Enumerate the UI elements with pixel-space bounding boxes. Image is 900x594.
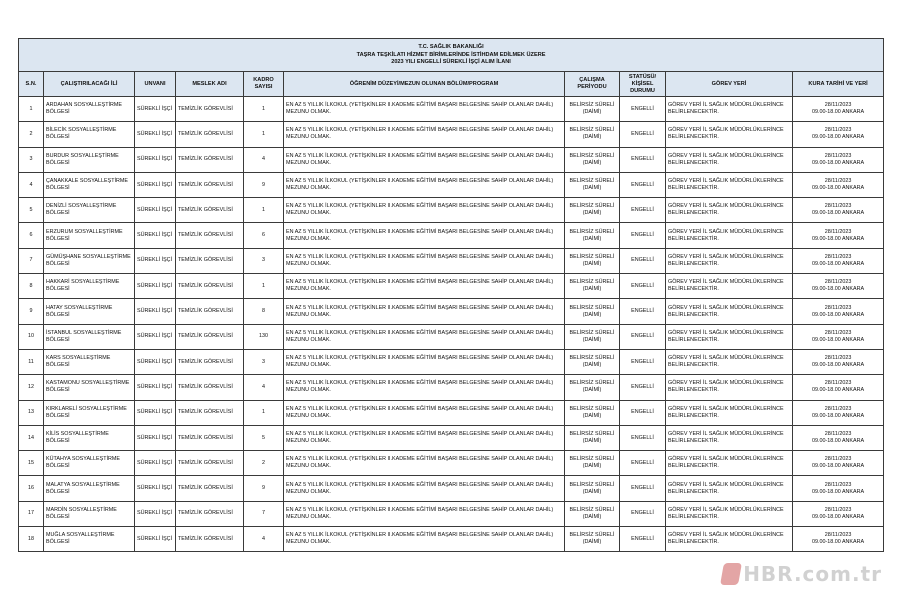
hbr-logo-icon <box>720 563 742 585</box>
cell-gorev: GÖREV YERİ İL SAĞLIK MÜDÜRLÜKLERİNCE BELİRLENECEKTİR. <box>666 172 793 197</box>
cell-calisma: BELİRSİZ SÜRELİ (DAİMİ) <box>565 223 620 248</box>
cell-il: BURDUR SOSYALLEŞTİRME BÖLGESİ <box>44 147 135 172</box>
cell-statu: ENGELLİ <box>620 324 666 349</box>
cell-unvan: SÜREKLİ İŞÇİ <box>135 324 176 349</box>
cell-gorev: GÖREV YERİ İL SAĞLIK MÜDÜRLÜKLERİNCE BELİRLENECEKTİR. <box>666 324 793 349</box>
cell-kura <box>793 122 884 147</box>
cell-kadro: 4 <box>244 375 284 400</box>
col-header-sn: S.N. <box>19 72 44 97</box>
cell-statu: ENGELLİ <box>620 223 666 248</box>
cell-unvan: SÜREKLİ İŞÇİ <box>135 172 176 197</box>
cell-kadro: 1 <box>244 274 284 299</box>
cell-kura <box>793 451 884 476</box>
cell-meslek: TEMİZLİK GÖREVLİSİ <box>176 425 244 450</box>
cell-sn: 10 <box>19 324 44 349</box>
cell-statu: ENGELLİ <box>620 527 666 552</box>
kura-place: 09.00-18.00 ANKARA <box>811 210 865 217</box>
cell-kura <box>793 324 884 349</box>
hbr-watermark <box>722 562 882 586</box>
kura-place: 09.00-18.00 ANKARA <box>811 387 865 394</box>
cell-calisma: BELİRSİZ SÜRELİ (DAİMİ) <box>565 324 620 349</box>
table-row <box>19 476 884 501</box>
kura-date: 28/11/2023 <box>824 203 852 210</box>
cell-kura <box>793 172 884 197</box>
cell-statu: ENGELLİ <box>620 274 666 299</box>
cell-unvan: SÜREKLİ İŞÇİ <box>135 147 176 172</box>
cell-kadro: 1 <box>244 198 284 223</box>
cell-sn: 12 <box>19 375 44 400</box>
cell-calisma: BELİRSİZ SÜRELİ (DAİMİ) <box>565 172 620 197</box>
cell-gorev: GÖREV YERİ İL SAĞLIK MÜDÜRLÜKLERİNCE BELİRLENECEKTİR. <box>666 122 793 147</box>
kura-date: 28/11/2023 <box>824 152 852 159</box>
cell-ogrenim: EN AZ 5 YILLIK İLKOKUL (YETİŞKİNLER II.KADEME EĞİTİMİ BAŞARI BELGESİNE SAHİP OLANLAR DAHİL) MEZUNU OLMAK. <box>284 122 565 147</box>
cell-ogrenim: EN AZ 5 YILLIK İLKOKUL (YETİŞKİNLER II.KADEME EĞİTİMİ BAŞARI BELGESİNE SAHİP OLANLAR DAHİL) MEZUNU OLMAK. <box>284 172 565 197</box>
cell-kura <box>793 527 884 552</box>
cell-kadro: 5 <box>244 425 284 450</box>
cell-il: ARDAHAN SOSYALLEŞTİRME BÖLGESİ <box>44 97 135 122</box>
cell-gorev: GÖREV YERİ İL SAĞLIK MÜDÜRLÜKLERİNCE BELİRLENECEKTİR. <box>666 248 793 273</box>
cell-gorev: GÖREV YERİ İL SAĞLIK MÜDÜRLÜKLERİNCE BELİRLENECEKTİR. <box>666 274 793 299</box>
cell-unvan: SÜREKLİ İŞÇİ <box>135 400 176 425</box>
cell-calisma: BELİRSİZ SÜRELİ (DAİMİ) <box>565 476 620 501</box>
cell-sn: 8 <box>19 274 44 299</box>
cell-kadro: 4 <box>244 147 284 172</box>
cell-meslek: TEMİZLİK GÖREVLİSİ <box>176 451 244 476</box>
kura-place: 09.00-18.00 ANKARA <box>811 159 865 166</box>
cell-calisma: BELİRSİZ SÜRELİ (DAİMİ) <box>565 400 620 425</box>
kura-date: 28/11/2023 <box>824 355 852 362</box>
table-row <box>19 527 884 552</box>
table-row <box>19 97 884 122</box>
watermark-text: HBR.com.tr <box>743 562 882 586</box>
table-row <box>19 122 884 147</box>
cell-ogrenim: EN AZ 5 YILLIK İLKOKUL (YETİŞKİNLER II.KADEME EĞİTİMİ BAŞARI BELGESİNE SAHİP OLANLAR DAHİL) MEZUNU OLMAK. <box>284 299 565 324</box>
cell-il: DENİZLİ SOSYALLEŞTİRME BÖLGESİ <box>44 198 135 223</box>
kura-date: 28/11/2023 <box>824 304 852 311</box>
cell-kura <box>793 501 884 526</box>
col-header-ogrenim: ÖĞRENİM DÜZEYİ/MEZUN OLUNAN BÖLÜM/PROGRAM <box>284 72 565 97</box>
cell-il: HAKKARİ SOSYALLEŞTİRME BÖLGESİ <box>44 274 135 299</box>
table-row <box>19 375 884 400</box>
cell-unvan: SÜREKLİ İŞÇİ <box>135 425 176 450</box>
table-row <box>19 349 884 374</box>
cell-ogrenim: EN AZ 5 YILLIK İLKOKUL (YETİŞKİNLER II.KADEME EĞİTİMİ BAŞARI BELGESİNE SAHİP OLANLAR DAHİL) MEZUNU OLMAK. <box>284 223 565 248</box>
cell-statu: ENGELLİ <box>620 451 666 476</box>
col-header-gorev: GÖREV YERİ <box>666 72 793 97</box>
col-header-statu: STATÜSÜ/ KİŞİSEL DURUMU <box>620 72 666 97</box>
cell-kadro: 2 <box>244 451 284 476</box>
kura-place: 09.00-18.00 ANKARA <box>811 488 865 495</box>
cell-ogrenim: EN AZ 5 YILLIK İLKOKUL (YETİŞKİNLER II.KADEME EĞİTİMİ BAŞARI BELGESİNE SAHİP OLANLAR DAHİL) MEZUNU OLMAK. <box>284 527 565 552</box>
cell-calisma: BELİRSİZ SÜRELİ (DAİMİ) <box>565 375 620 400</box>
cell-calisma: BELİRSİZ SÜRELİ (DAİMİ) <box>565 97 620 122</box>
title-line-3: 2023 YILI ENGELLİ SÜREKLİ İŞÇİ ALIM İLANI <box>391 59 511 66</box>
table-row <box>19 248 884 273</box>
cell-sn: 9 <box>19 299 44 324</box>
cell-unvan: SÜREKLİ İŞÇİ <box>135 299 176 324</box>
cell-ogrenim: EN AZ 5 YILLIK İLKOKUL (YETİŞKİNLER II.KADEME EĞİTİMİ BAŞARI BELGESİNE SAHİP OLANLAR DAHİL) MEZUNU OLMAK. <box>284 425 565 450</box>
cell-calisma: BELİRSİZ SÜRELİ (DAİMİ) <box>565 349 620 374</box>
cell-statu: ENGELLİ <box>620 97 666 122</box>
cell-kura <box>793 400 884 425</box>
kura-date: 28/11/2023 <box>824 102 852 109</box>
cell-gorev: GÖREV YERİ İL SAĞLIK MÜDÜRLÜKLERİNCE BELİRLENECEKTİR. <box>666 223 793 248</box>
cell-calisma: BELİRSİZ SÜRELİ (DAİMİ) <box>565 501 620 526</box>
cell-sn: 7 <box>19 248 44 273</box>
cell-ogrenim: EN AZ 5 YILLIK İLKOKUL (YETİŞKİNLER II.KADEME EĞİTİMİ BAŞARI BELGESİNE SAHİP OLANLAR DAHİL) MEZUNU OLMAK. <box>284 501 565 526</box>
cell-il: GÜMÜŞHANE SOSYALLEŞTİRME BÖLGESİ <box>44 248 135 273</box>
kura-place: 09.00-18.00 ANKARA <box>811 185 865 192</box>
title-row <box>19 39 884 72</box>
cell-unvan: SÜREKLİ İŞÇİ <box>135 223 176 248</box>
cell-ogrenim: EN AZ 5 YILLIK İLKOKUL (YETİŞKİNLER II.KADEME EĞİTİMİ BAŞARI BELGESİNE SAHİP OLANLAR DAHİL) MEZUNU OLMAK. <box>284 375 565 400</box>
cell-unvan: SÜREKLİ İŞÇİ <box>135 248 176 273</box>
kura-date: 28/11/2023 <box>824 405 852 412</box>
cell-kadro: 1 <box>244 122 284 147</box>
cell-statu: ENGELLİ <box>620 299 666 324</box>
table-body <box>19 97 884 552</box>
cell-il: KÜTAHYA SOSYALLEŞTİRME BÖLGESİ <box>44 451 135 476</box>
kura-date: 28/11/2023 <box>824 456 852 463</box>
cell-meslek: TEMİZLİK GÖREVLİSİ <box>176 147 244 172</box>
cell-gorev: GÖREV YERİ İL SAĞLIK MÜDÜRLÜKLERİNCE BELİRLENECEKTİR. <box>666 476 793 501</box>
col-header-kadro: KADRO SAYISI <box>244 72 284 97</box>
cell-il: KARS SOSYALLEŞTİRME BÖLGESİ <box>44 349 135 374</box>
cell-kadro: 9 <box>244 172 284 197</box>
cell-meslek: TEMİZLİK GÖREVLİSİ <box>176 527 244 552</box>
cell-il: BİLECİK SOSYALLEŞTİRME BÖLGESİ <box>44 122 135 147</box>
cell-kadro: 1 <box>244 400 284 425</box>
cell-sn: 17 <box>19 501 44 526</box>
kura-place: 09.00-18.00 ANKARA <box>811 311 865 318</box>
kura-date: 28/11/2023 <box>824 253 852 260</box>
cell-unvan: SÜREKLİ İŞÇİ <box>135 349 176 374</box>
cell-il: İSTANBUL SOSYALLEŞTİRME BÖLGESİ <box>44 324 135 349</box>
cell-gorev: GÖREV YERİ İL SAĞLIK MÜDÜRLÜKLERİNCE BELİRLENECEKTİR. <box>666 451 793 476</box>
cell-meslek: TEMİZLİK GÖREVLİSİ <box>176 172 244 197</box>
cell-statu: ENGELLİ <box>620 172 666 197</box>
cell-meslek: TEMİZLİK GÖREVLİSİ <box>176 400 244 425</box>
cell-meslek: TEMİZLİK GÖREVLİSİ <box>176 324 244 349</box>
cell-sn: 1 <box>19 97 44 122</box>
cell-unvan: SÜREKLİ İŞÇİ <box>135 527 176 552</box>
cell-calisma: BELİRSİZ SÜRELİ (DAİMİ) <box>565 299 620 324</box>
cell-unvan: SÜREKLİ İŞÇİ <box>135 451 176 476</box>
cell-calisma: BELİRSİZ SÜRELİ (DAİMİ) <box>565 527 620 552</box>
cell-ogrenim: EN AZ 5 YILLIK İLKOKUL (YETİŞKİNLER II.KADEME EĞİTİMİ BAŞARI BELGESİNE SAHİP OLANLAR DAHİL) MEZUNU OLMAK. <box>284 147 565 172</box>
table-row <box>19 400 884 425</box>
cell-sn: 13 <box>19 400 44 425</box>
col-header-unvan: UNVANI <box>135 72 176 97</box>
kura-date: 28/11/2023 <box>824 481 852 488</box>
cell-unvan: SÜREKLİ İŞÇİ <box>135 375 176 400</box>
kura-date: 28/11/2023 <box>824 329 852 336</box>
table-row <box>19 147 884 172</box>
col-header-il: ÇALIŞTIRILACAĞI İLİ <box>44 72 135 97</box>
cell-kadro: 8 <box>244 299 284 324</box>
cell-il: MALATYA SOSYALLEŞTİRME BÖLGESİ <box>44 476 135 501</box>
cell-il: MARDİN SOSYALLEŞTİRME BÖLGESİ <box>44 501 135 526</box>
cell-calisma: BELİRSİZ SÜRELİ (DAİMİ) <box>565 198 620 223</box>
title-line-2: TAŞRA TEŞKİLATI HİZMET BİRİMLERİNDE İSTİHDAM EDİLMEK ÜZERE <box>356 51 546 58</box>
kura-place: 09.00-18.00 ANKARA <box>811 362 865 369</box>
cell-il: ÇANAKKALE SOSYALLEŞTİRME BÖLGESİ <box>44 172 135 197</box>
cell-ogrenim: EN AZ 5 YILLIK İLKOKUL (YETİŞKİNLER II.KADEME EĞİTİMİ BAŞARI BELGESİNE SAHİP OLANLAR DAHİL) MEZUNU OLMAK. <box>284 198 565 223</box>
cell-kura <box>793 97 884 122</box>
cell-calisma: BELİRSİZ SÜRELİ (DAİMİ) <box>565 274 620 299</box>
cell-gorev: GÖREV YERİ İL SAĞLIK MÜDÜRLÜKLERİNCE BELİRLENECEKTİR. <box>666 375 793 400</box>
cell-unvan: SÜREKLİ İŞÇİ <box>135 122 176 147</box>
announcement-sheet <box>18 38 883 552</box>
cell-kadro: 130 <box>244 324 284 349</box>
cell-meslek: TEMİZLİK GÖREVLİSİ <box>176 248 244 273</box>
cell-unvan: SÜREKLİ İŞÇİ <box>135 501 176 526</box>
job-listing-table <box>18 38 884 552</box>
cell-statu: ENGELLİ <box>620 122 666 147</box>
cell-kadro: 3 <box>244 349 284 374</box>
cell-meslek: TEMİZLİK GÖREVLİSİ <box>176 476 244 501</box>
table-row <box>19 299 884 324</box>
cell-il: KIRKLARELİ SOSYALLEŞTİRME BÖLGESİ <box>44 400 135 425</box>
cell-kura <box>793 299 884 324</box>
cell-gorev: GÖREV YERİ İL SAĞLIK MÜDÜRLÜKLERİNCE BELİRLENECEKTİR. <box>666 527 793 552</box>
cell-kadro: 6 <box>244 223 284 248</box>
cell-ogrenim: EN AZ 5 YILLIK İLKOKUL (YETİŞKİNLER II.KADEME EĞİTİMİ BAŞARI BELGESİNE SAHİP OLANLAR DAHİL) MEZUNU OLMAK. <box>284 400 565 425</box>
cell-ogrenim: EN AZ 5 YILLIK İLKOKUL (YETİŞKİNLER II.KADEME EĞİTİMİ BAŞARI BELGESİNE SAHİP OLANLAR DAHİL) MEZUNU OLMAK. <box>284 349 565 374</box>
kura-date: 28/11/2023 <box>824 279 852 286</box>
kura-place: 09.00-18.00 ANKARA <box>811 513 865 520</box>
cell-meslek: TEMİZLİK GÖREVLİSİ <box>176 375 244 400</box>
cell-statu: ENGELLİ <box>620 375 666 400</box>
kura-date: 28/11/2023 <box>824 532 852 539</box>
table-row <box>19 198 884 223</box>
document-title <box>19 39 884 72</box>
cell-meslek: TEMİZLİK GÖREVLİSİ <box>176 274 244 299</box>
table-row <box>19 451 884 476</box>
cell-gorev: GÖREV YERİ İL SAĞLIK MÜDÜRLÜKLERİNCE BELİRLENECEKTİR. <box>666 425 793 450</box>
cell-calisma: BELİRSİZ SÜRELİ (DAİMİ) <box>565 248 620 273</box>
cell-gorev: GÖREV YERİ İL SAĞLIK MÜDÜRLÜKLERİNCE BELİRLENECEKTİR. <box>666 97 793 122</box>
cell-kura <box>793 223 884 248</box>
cell-gorev: GÖREV YERİ İL SAĞLIK MÜDÜRLÜKLERİNCE BELİRLENECEKTİR. <box>666 198 793 223</box>
kura-place: 09.00-18.00 ANKARA <box>811 463 865 470</box>
cell-sn: 16 <box>19 476 44 501</box>
cell-ogrenim: EN AZ 5 YILLIK İLKOKUL (YETİŞKİNLER II.KADEME EĞİTİMİ BAŞARI BELGESİNE SAHİP OLANLAR DAHİL) MEZUNU OLMAK. <box>284 274 565 299</box>
table-row <box>19 223 884 248</box>
cell-kura <box>793 476 884 501</box>
table-row <box>19 324 884 349</box>
cell-il: KASTAMONU SOSYALLEŞTİRME BÖLGESİ <box>44 375 135 400</box>
cell-statu: ENGELLİ <box>620 501 666 526</box>
cell-statu: ENGELLİ <box>620 147 666 172</box>
table-row <box>19 172 884 197</box>
kura-place: 09.00-18.00 ANKARA <box>811 539 865 546</box>
cell-meslek: TEMİZLİK GÖREVLİSİ <box>176 349 244 374</box>
cell-gorev: GÖREV YERİ İL SAĞLIK MÜDÜRLÜKLERİNCE BELİRLENECEKTİR. <box>666 349 793 374</box>
cell-il: ERZURUM SOSYALLEŞTİRME BÖLGESİ <box>44 223 135 248</box>
cell-sn: 5 <box>19 198 44 223</box>
cell-unvan: SÜREKLİ İŞÇİ <box>135 198 176 223</box>
cell-calisma: BELİRSİZ SÜRELİ (DAİMİ) <box>565 425 620 450</box>
cell-calisma: BELİRSİZ SÜRELİ (DAİMİ) <box>565 147 620 172</box>
cell-kura <box>793 248 884 273</box>
cell-kadro: 7 <box>244 501 284 526</box>
cell-calisma: BELİRSİZ SÜRELİ (DAİMİ) <box>565 451 620 476</box>
cell-il: KİLİS SOSYALLEŞTİRME BÖLGESİ <box>44 425 135 450</box>
cell-sn: 11 <box>19 349 44 374</box>
cell-sn: 4 <box>19 172 44 197</box>
table-row <box>19 501 884 526</box>
cell-sn: 18 <box>19 527 44 552</box>
cell-il: HATAY SOSYALLEŞTİRME BÖLGESİ <box>44 299 135 324</box>
cell-meslek: TEMİZLİK GÖREVLİSİ <box>176 97 244 122</box>
kura-place: 09.00-18.00 ANKARA <box>811 412 865 419</box>
title-line-1: T.C. SAĞLIK BAKANLIĞI <box>418 44 484 51</box>
kura-place: 09.00-18.00 ANKARA <box>811 286 865 293</box>
cell-il: MUĞLA SOSYALLEŞTİRME BÖLGESİ <box>44 527 135 552</box>
cell-unvan: SÜREKLİ İŞÇİ <box>135 274 176 299</box>
cell-meslek: TEMİZLİK GÖREVLİSİ <box>176 198 244 223</box>
cell-kadro: 1 <box>244 97 284 122</box>
kura-date: 28/11/2023 <box>824 178 852 185</box>
kura-place: 09.00-18.00 ANKARA <box>811 336 865 343</box>
cell-kadro: 3 <box>244 248 284 273</box>
cell-kadro: 4 <box>244 527 284 552</box>
kura-date: 28/11/2023 <box>824 380 852 387</box>
kura-place: 09.00-18.00 ANKARA <box>811 134 865 141</box>
cell-meslek: TEMİZLİK GÖREVLİSİ <box>176 299 244 324</box>
cell-ogrenim: EN AZ 5 YILLIK İLKOKUL (YETİŞKİNLER II.KADEME EĞİTİMİ BAŞARI BELGESİNE SAHİP OLANLAR DAHİL) MEZUNU OLMAK. <box>284 97 565 122</box>
cell-statu: ENGELLİ <box>620 349 666 374</box>
cell-kura <box>793 425 884 450</box>
cell-gorev: GÖREV YERİ İL SAĞLIK MÜDÜRLÜKLERİNCE BELİRLENECEKTİR. <box>666 501 793 526</box>
cell-statu: ENGELLİ <box>620 198 666 223</box>
cell-gorev: GÖREV YERİ İL SAĞLIK MÜDÜRLÜKLERİNCE BELİRLENECEKTİR. <box>666 147 793 172</box>
cell-sn: 14 <box>19 425 44 450</box>
table-row <box>19 425 884 450</box>
cell-unvan: SÜREKLİ İŞÇİ <box>135 97 176 122</box>
kura-date: 28/11/2023 <box>824 506 852 513</box>
cell-ogrenim: EN AZ 5 YILLIK İLKOKUL (YETİŞKİNLER II.KADEME EĞİTİMİ BAŞARI BELGESİNE SAHİP OLANLAR DAHİL) MEZUNU OLMAK. <box>284 248 565 273</box>
cell-statu: ENGELLİ <box>620 248 666 273</box>
cell-sn: 3 <box>19 147 44 172</box>
col-header-calisma: ÇALIŞMA PERİYODU <box>565 72 620 97</box>
cell-sn: 6 <box>19 223 44 248</box>
cell-kura <box>793 349 884 374</box>
col-header-meslek: MESLEK ADI <box>176 72 244 97</box>
cell-kura <box>793 375 884 400</box>
cell-ogrenim: EN AZ 5 YILLIK İLKOKUL (YETİŞKİNLER II.KADEME EĞİTİMİ BAŞARI BELGESİNE SAHİP OLANLAR DAHİL) MEZUNU OLMAK. <box>284 476 565 501</box>
cell-gorev: GÖREV YERİ İL SAĞLIK MÜDÜRLÜKLERİNCE BELİRLENECEKTİR. <box>666 299 793 324</box>
cell-meslek: TEMİZLİK GÖREVLİSİ <box>176 501 244 526</box>
cell-statu: ENGELLİ <box>620 476 666 501</box>
kura-place: 09.00-18.00 ANKARA <box>811 260 865 267</box>
cell-meslek: TEMİZLİK GÖREVLİSİ <box>176 122 244 147</box>
kura-date: 28/11/2023 <box>824 228 852 235</box>
table-row <box>19 274 884 299</box>
cell-kadro: 9 <box>244 476 284 501</box>
kura-place: 09.00-18.00 ANKARA <box>811 235 865 242</box>
col-header-kura: KURA TARİHİ VE YERİ <box>793 72 884 97</box>
kura-date: 28/11/2023 <box>824 127 852 134</box>
cell-kura <box>793 147 884 172</box>
cell-gorev: GÖREV YERİ İL SAĞLIK MÜDÜRLÜKLERİNCE BELİRLENECEKTİR. <box>666 400 793 425</box>
cell-statu: ENGELLİ <box>620 400 666 425</box>
cell-unvan: SÜREKLİ İŞÇİ <box>135 476 176 501</box>
cell-statu: ENGELLİ <box>620 425 666 450</box>
cell-ogrenim: EN AZ 5 YILLIK İLKOKUL (YETİŞKİNLER II.KADEME EĞİTİMİ BAŞARI BELGESİNE SAHİP OLANLAR DAHİL) MEZUNU OLMAK. <box>284 324 565 349</box>
kura-place: 09.00-18.00 ANKARA <box>811 438 865 444</box>
column-header-row <box>19 72 884 97</box>
kura-date: 28/11/2023 <box>824 431 852 437</box>
kura-place: 09.00-18.00 ANKARA <box>811 109 865 116</box>
cell-sn: 15 <box>19 451 44 476</box>
cell-calisma: BELİRSİZ SÜRELİ (DAİMİ) <box>565 122 620 147</box>
cell-kura <box>793 274 884 299</box>
cell-ogrenim: EN AZ 5 YILLIK İLKOKUL (YETİŞKİNLER II.KADEME EĞİTİMİ BAŞARI BELGESİNE SAHİP OLANLAR DAHİL) MEZUNU OLMAK. <box>284 451 565 476</box>
cell-kura <box>793 198 884 223</box>
cell-sn: 2 <box>19 122 44 147</box>
cell-meslek: TEMİZLİK GÖREVLİSİ <box>176 223 244 248</box>
